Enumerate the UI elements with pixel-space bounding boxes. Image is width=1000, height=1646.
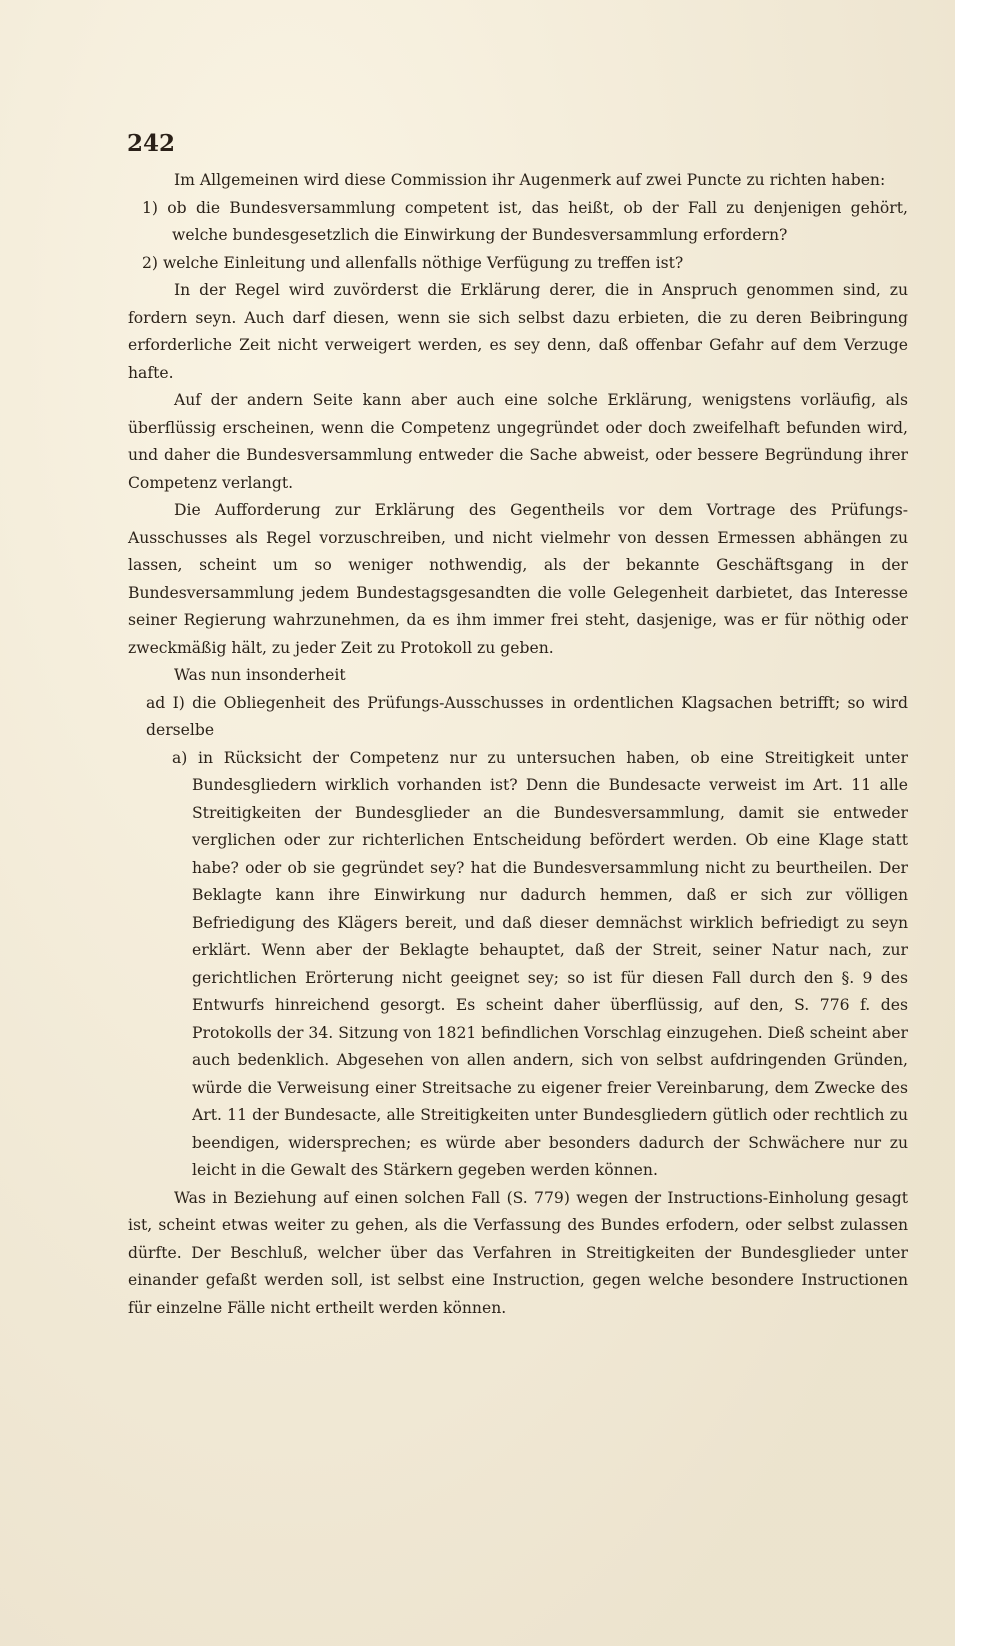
paragraph-ad-1: ad I) die Obliegenheit des Prüfungs-Ausschusses in ordentlichen Klagsachen betrifft; so wird derselbe (146, 693, 908, 739)
scan-margin (955, 0, 1000, 1646)
paragraph-rule: In der Regel wird zuvörderst die Erklärung derer, die in Anspruch genommen sind, zu fordern seyn. Auch darf diesen, wenn sie sich selbst dazu erbieten, die zu deren Beibringung erforderliche Zeit nicht verweigert werden, es sey denn, daß offenbar Gefahr auf dem Verzuge hafte. (128, 281, 908, 382)
paragraph-point-1: 1) ob die Bundesversammlung competent ist, das heißt, ob der Fall zu denjenigen gehört, welche bundesgesetzlich die Einwirkung der Bundesversammlung erfordern? (142, 198, 908, 244)
page-number: 242 (127, 130, 176, 157)
paragraph-summons: Die Aufforderung zur Erklärung des Gegentheils vor dem Vortrage des Prüfungs-Ausschusses als Regel vorzuschreiben, und nicht vielmehr von dessen Ermessen abhängen zu lassen, scheint um so weniger nothwendig, als der bekannte Geschäftsgang in der Bundesversammlung jedem Bundestagsgesandten die volle Gelegenheit darbietet, das Interesse seiner Regierung wahrzunehmen, da es ihm immer frei steht, dasjenige, was er für nöthig oder zweckmäßig hält, zu jeder Zeit zu Protokoll zu geben. (128, 501, 908, 657)
body-text (128, 167, 908, 1322)
paragraph-sub-a: a) in Rücksicht der Competenz nur zu untersuchen haben, ob eine Streitigkeit unter Bundesgliedern wirklich vorhanden ist? Denn die Bundesacte verweist im Art. 11 alle Streitigkeiten der Bundesglieder an die Bundesversammlung, damit sie entweder verglichen oder zur richterlichen Entscheidung befördert werden. Ob eine Klage statt habe? oder ob sie gegründet sey? hat die Bundesversammlung nicht zu beurtheilen. Der Beklagte kann ihre Einwirkung nur dadurch hemmen, daß er sich zur völligen Befriedigung des Klägers bereit, und daß dieser demnächst wirklich befriedigt zu seyn erklärt. Wenn aber der Beklagte behauptet, daß der Streit, seiner Natur nach, zur gerichtlichen Erörterung nicht geeignet sey; so ist für diesen Fall durch den §. 9 des Entwurfs hinreichend gesorgt. Es scheint daher überflüssig, auf den, S. 776 f. des Protokolls der 34. Sitzung von 1821 befindlichen Vorschlag einzugehen. Dieß scheint aber auch bedenklich. Abgesehen von allen andern, sich von selbst aufdringenden Gründen, würde die Verweisung einer Streitsache zu eigener freier Vereinbarung, dem Zwecke des Art. 11 der Bundesacte, alle Streitigkeiten unter Bundesgliedern gütlich oder rechtlich zu beendigen, widersprechen; es würde aber besonders dadurch der Schwächere nur zu leicht in die Gewalt des Stärkern gegeben werden können. (172, 748, 908, 1179)
paragraph-instructions: Was in Beziehung auf einen solchen Fall (S. 779) wegen der Instructions-Einholung gesagt ist, scheint etwas weiter zu gehen, als die Verfassung des Bundes erfodern, oder selbst zulassen dürfte. Der Beschluß, welcher über das Verfahren in Streitigkeiten der Bundesglieder unter einander gefaßt werden soll, ist selbst eine Instruction, gegen welche besondere Instructionen für einzelne Fälle nicht ertheilt werden können. (128, 1188, 908, 1317)
paragraph-other-side: Auf der andern Seite kann aber auch eine solche Erklärung, wenigstens vorläufig, als überflüssig erscheinen, wenn die Competenz ungegründet oder doch zweifelhaft befunden wird, und daher die Bundesversammlung entweder die Sache abweist, oder bessere Begründung ihrer Competenz verlangt. (128, 391, 908, 492)
paragraph-intro: Im Allgemeinen wird diese Commission ihr Augenmerk auf zwei Puncte zu richten haben: (174, 171, 886, 189)
paragraph-point-2: 2) welche Einleitung und allenfalls nöthige Verfügung zu treffen ist? (142, 253, 684, 272)
paragraph-was-nun: Was nun insonderheit (174, 666, 346, 684)
